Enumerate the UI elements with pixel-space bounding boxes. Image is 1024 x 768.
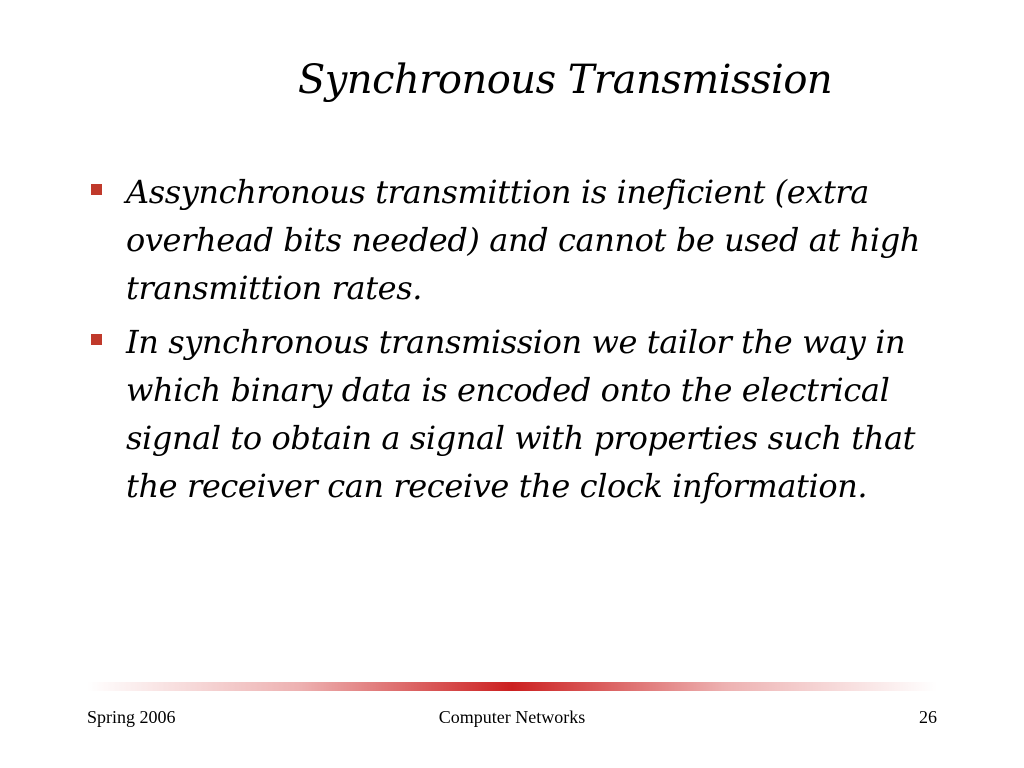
bullet-item bbox=[88, 318, 948, 510]
bullet-text: In synchronous transmission we tailor the way in which binary data is encoded onto the electrical signal to obtain a signal with properties such that the receiver can receive the clock information. bbox=[126, 323, 916, 505]
bullet-item bbox=[88, 168, 948, 312]
slide-number: 26 bbox=[919, 707, 937, 727]
square-bullet-icon bbox=[91, 334, 102, 345]
slide-title: Synchronous Transmission bbox=[297, 57, 833, 103]
footer-course-title: Computer Networks bbox=[438, 707, 586, 727]
bullet-text: Assynchronous transmittion is ineficient (extra overhead bits needed) and cannot be used at high transmittion rates. bbox=[126, 173, 921, 307]
square-bullet-icon bbox=[91, 184, 102, 195]
footer-date: Spring 2006 bbox=[87, 707, 176, 727]
bullet-list bbox=[88, 168, 948, 516]
footer-divider bbox=[87, 682, 937, 691]
